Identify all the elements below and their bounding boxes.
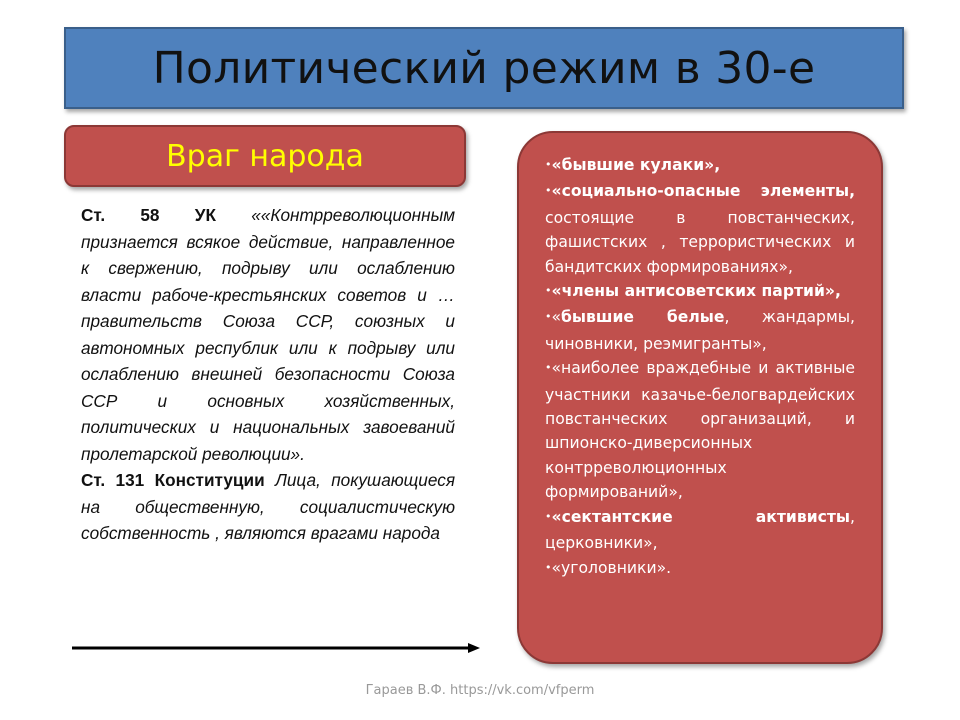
- category-item: • «наиболее враждебные и активные участники казачье-белогвардейских повстанческих организаций, и шпионско-диверсионных контрреволюционных формирований»,: [545, 356, 855, 504]
- article-131-label: Ст. 131 Конституции: [81, 470, 265, 490]
- article-58-text: ««Контрреволюционным признается всякое действие, направленное к свержению, подрыву или ослаблению власти рабоче-крестьянских советов и … правительств Союза ССР, союзных и автономных республик или к подрыву или ослаблению внешней безопасности Союза ССР и основных хозяйственных, политических и национальных завоеваний пролетарской революции».: [81, 205, 455, 464]
- article-131-text: Лица, покушающиеся на общественную, социалистическую собственность , являются врагами народа: [81, 470, 456, 543]
- title-bar: [64, 27, 904, 109]
- category-item: • «сектантские активисты, церковники»,: [545, 505, 855, 556]
- category-item: • «бывшие кулаки»,: [545, 153, 855, 179]
- category-item: • «социально-опасные элементы, состоящие в повстанческих, фашистских , террористических и бандитских формированиях»,: [545, 179, 855, 279]
- enemy-categories-box: [517, 131, 883, 664]
- category-item: • «бывшие белые, жандармы, чиновники, реэмигранты»,: [545, 305, 855, 356]
- article-131-paragraph: [81, 467, 455, 547]
- category-item: • «члены антисоветских партий»,: [545, 279, 855, 305]
- left-text-block: [81, 202, 455, 547]
- article-58-paragraph: [81, 202, 455, 467]
- subtitle-text: Враг народа: [166, 138, 364, 174]
- arrow-line: [70, 640, 484, 656]
- subtitle-box: [64, 125, 466, 187]
- category-item: • «уголовники».: [545, 556, 855, 582]
- article-58-label: Ст. 58 УК: [81, 205, 216, 225]
- slide-title: Политический режим в 30-е: [152, 42, 816, 94]
- footer-credit: Гараев В.Ф. https://vk.com/vfperm: [365, 683, 595, 698]
